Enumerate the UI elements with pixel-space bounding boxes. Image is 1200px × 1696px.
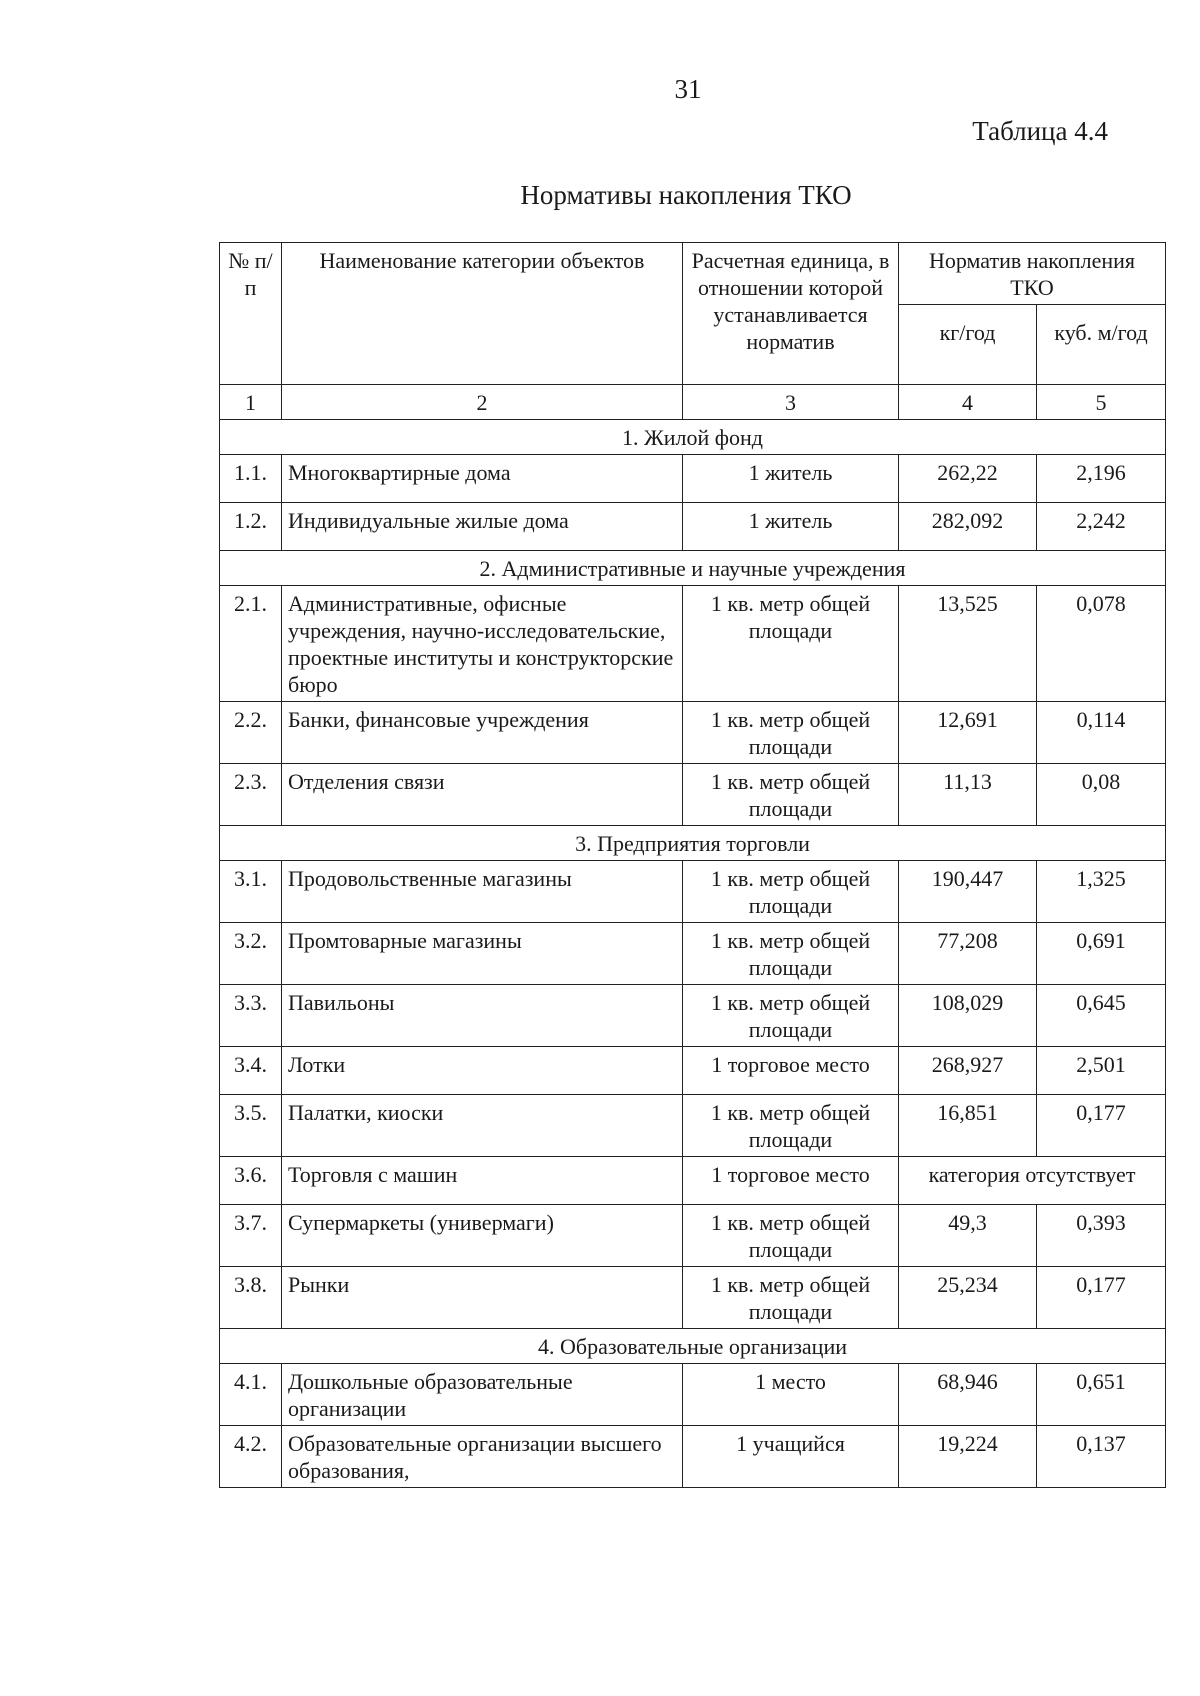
table-caption: Таблица 4.4 [972, 116, 1108, 146]
row-number: 4.2. [220, 1426, 282, 1488]
category-name: Банки, финансовые учреждения [282, 702, 683, 764]
norms-table [219, 242, 1166, 1488]
norm-kg-cell: 108,029 [899, 985, 1037, 1047]
norm-m3-cell: 0,078 [1037, 586, 1166, 702]
document-title: Нормативы накопления ТКО [520, 180, 852, 210]
category-name: Образовательные организации высшего образования, [282, 1426, 683, 1488]
unit-cell: 1 кв. метр общей площади [683, 985, 899, 1047]
column-numbers-row [220, 385, 1166, 420]
section-title: 1. Жилой фонд [220, 420, 1166, 455]
column-number: 2 [282, 385, 683, 420]
unit-cell: 1 кв. метр общей площади [683, 764, 899, 826]
table-row [220, 1047, 1166, 1095]
table-row [220, 764, 1166, 826]
header-unit: Расчетная единица, в отношении которой устанавливается норматив [683, 243, 899, 385]
table-row [220, 1157, 1166, 1205]
norm-m3-cell: 0,177 [1037, 1267, 1166, 1329]
row-number: 4.1. [220, 1364, 282, 1426]
table-row [220, 503, 1166, 551]
category-name: Дошкольные образовательные организации [282, 1364, 683, 1426]
norm-merged-cell: категория отсутствует [899, 1157, 1166, 1205]
norm-m3-cell: 0,08 [1037, 764, 1166, 826]
table-row [220, 1205, 1166, 1267]
norm-m3-cell: 0,645 [1037, 985, 1166, 1047]
table-row [220, 923, 1166, 985]
norm-kg-cell: 13,525 [899, 586, 1037, 702]
category-name: Отделения связи [282, 764, 683, 826]
row-number: 3.6. [220, 1157, 282, 1205]
row-number: 3.5. [220, 1095, 282, 1157]
table-row [220, 861, 1166, 923]
category-name: Торговля с машин [282, 1157, 683, 1205]
norm-kg-cell: 268,927 [899, 1047, 1037, 1095]
section-row [220, 551, 1166, 586]
norm-m3-cell: 0,691 [1037, 923, 1166, 985]
category-name: Многоквартирные дома [282, 455, 683, 503]
header-name: Наименование категории объектов [282, 243, 683, 385]
unit-cell: 1 кв. метр общей площади [683, 1267, 899, 1329]
header-norm: Норматив накопления ТКО [899, 243, 1166, 305]
norm-kg-cell: 77,208 [899, 923, 1037, 985]
norm-m3-cell: 0,651 [1037, 1364, 1166, 1426]
table-row [220, 985, 1166, 1047]
section-title: 3. Предприятия торговли [220, 826, 1166, 861]
category-name: Административные, офисные учреждения, научно-исследовательские, проектные институты и конструкторские бюро [282, 586, 683, 702]
unit-cell: 1 место [683, 1364, 899, 1426]
section-row [220, 826, 1166, 861]
norm-m3-cell: 1,325 [1037, 861, 1166, 923]
unit-cell: 1 кв. метр общей площади [683, 586, 899, 702]
column-number: 3 [683, 385, 899, 420]
unit-cell: 1 житель [683, 503, 899, 551]
row-number: 3.4. [220, 1047, 282, 1095]
norm-m3-cell: 0,137 [1037, 1426, 1166, 1488]
norm-kg-cell: 190,447 [899, 861, 1037, 923]
category-name: Продовольственные магазины [282, 861, 683, 923]
section-title: 4. Образовательные организации [220, 1329, 1166, 1364]
section-row [220, 420, 1166, 455]
norm-kg-cell: 49,3 [899, 1205, 1037, 1267]
header-kg: кг/год [899, 305, 1037, 385]
unit-cell: 1 кв. метр общей площади [683, 923, 899, 985]
table-row [220, 1364, 1166, 1426]
unit-cell: 1 учащийся [683, 1426, 899, 1488]
norm-kg-cell: 11,13 [899, 764, 1037, 826]
row-number: 3.1. [220, 861, 282, 923]
category-name: Индивидуальные жилые дома [282, 503, 683, 551]
header-m3: куб. м/год [1037, 305, 1166, 385]
table-row [220, 586, 1166, 702]
unit-cell: 1 торговое место [683, 1157, 899, 1205]
row-number: 3.2. [220, 923, 282, 985]
norm-kg-cell: 25,234 [899, 1267, 1037, 1329]
section-title: 2. Административные и научные учреждения [220, 551, 1166, 586]
unit-cell: 1 кв. метр общей площади [683, 702, 899, 764]
norm-kg-cell: 12,691 [899, 702, 1037, 764]
norm-m3-cell: 0,114 [1037, 702, 1166, 764]
row-number: 2.2. [220, 702, 282, 764]
norm-m3-cell: 0,177 [1037, 1095, 1166, 1157]
table-row [220, 1267, 1166, 1329]
category-name: Лотки [282, 1047, 683, 1095]
table-row [220, 1426, 1166, 1488]
header-num: № п/п [220, 243, 282, 385]
table-body [220, 385, 1166, 1488]
page-number: 31 [674, 74, 702, 104]
section-row [220, 1329, 1166, 1364]
unit-cell: 1 кв. метр общей площади [683, 1095, 899, 1157]
table-row [220, 702, 1166, 764]
row-number: 3.8. [220, 1267, 282, 1329]
column-number: 4 [899, 385, 1037, 420]
category-name: Супермаркеты (универмаги) [282, 1205, 683, 1267]
unit-cell: 1 кв. метр общей площади [683, 861, 899, 923]
category-name: Рынки [282, 1267, 683, 1329]
norm-m3-cell: 2,242 [1037, 503, 1166, 551]
row-number: 2.3. [220, 764, 282, 826]
category-name: Промтоварные магазины [282, 923, 683, 985]
norm-m3-cell: 0,393 [1037, 1205, 1166, 1267]
norm-kg-cell: 68,946 [899, 1364, 1037, 1426]
norm-kg-cell: 262,22 [899, 455, 1037, 503]
norm-kg-cell: 16,851 [899, 1095, 1037, 1157]
norm-m3-cell: 2,196 [1037, 455, 1166, 503]
column-number: 1 [220, 385, 282, 420]
unit-cell: 1 житель [683, 455, 899, 503]
row-number: 1.2. [220, 503, 282, 551]
category-name: Палатки, киоски [282, 1095, 683, 1157]
norm-m3-cell: 2,501 [1037, 1047, 1166, 1095]
table-row [220, 455, 1166, 503]
column-number: 5 [1037, 385, 1166, 420]
unit-cell: 1 кв. метр общей площади [683, 1205, 899, 1267]
category-name: Павильоны [282, 985, 683, 1047]
norm-kg-cell: 19,224 [899, 1426, 1037, 1488]
table-row [220, 1095, 1166, 1157]
row-number: 1.1. [220, 455, 282, 503]
row-number: 2.1. [220, 586, 282, 702]
row-number: 3.7. [220, 1205, 282, 1267]
row-number: 3.3. [220, 985, 282, 1047]
unit-cell: 1 торговое место [683, 1047, 899, 1095]
table-header-row [220, 243, 1166, 305]
norm-kg-cell: 282,092 [899, 503, 1037, 551]
